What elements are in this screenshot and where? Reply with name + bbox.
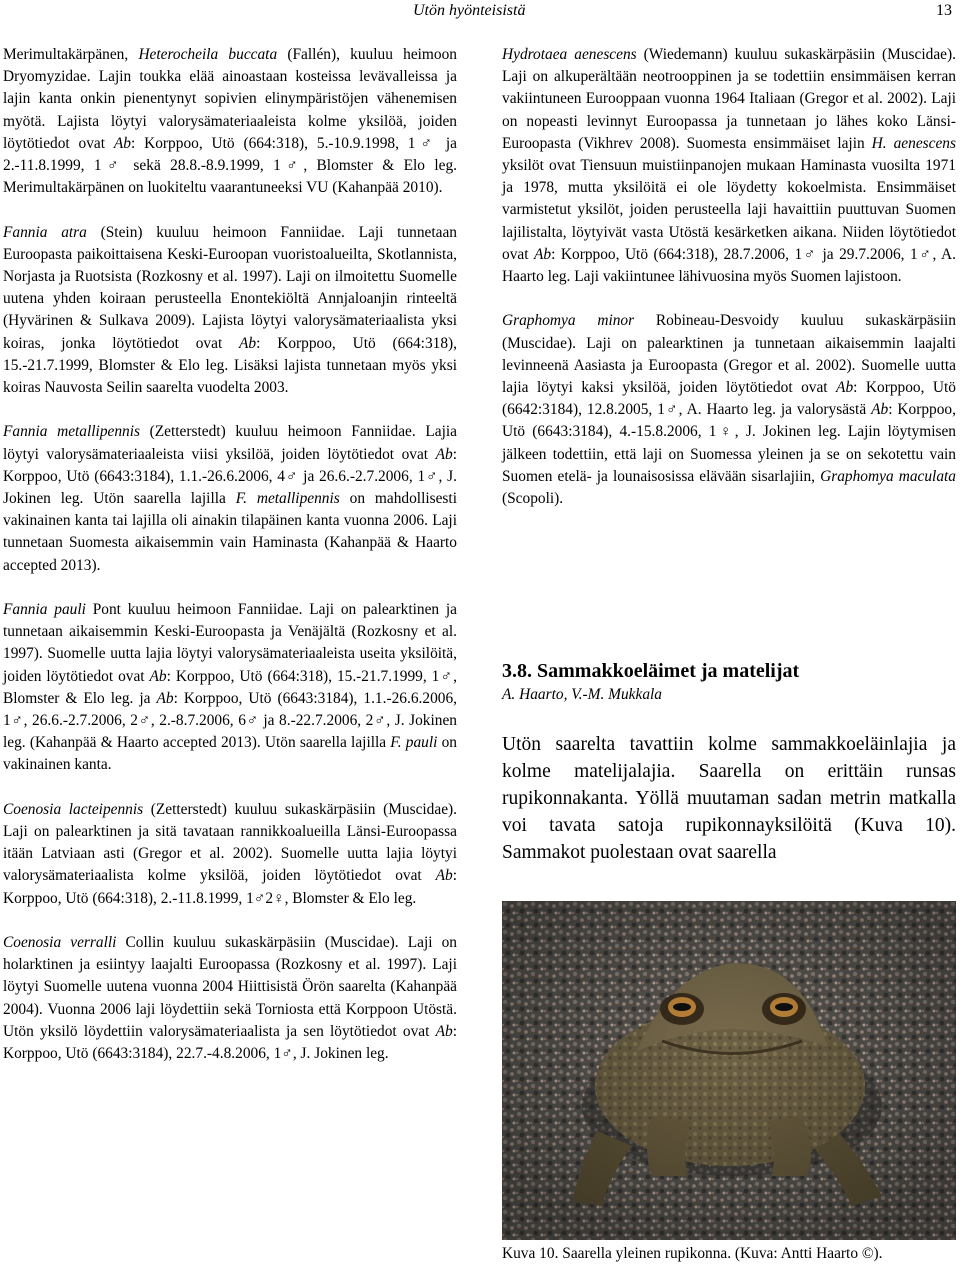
text-run: : Korppoo, Utö (664:318), 5.-10.9.1998, 1♂ ja 2.-11.8.1999, 1♂ sekä 28.8.-8.9.1999, 1♂, Blomster & Elo leg. Merimultakärpänen on luokiteltu vaarantuneeksi VU (Kahanpää 2010). [3,134,457,197]
italic-text: Hydrotaea aenescens [502,46,637,63]
running-header-title: Utön hyönteisistä [413,2,526,19]
right-text-column [502,44,956,510]
toad-illustration [502,901,956,1240]
text-run: (Stein) kuuluu heimoon Fanniidae. Laji tunnetaan Euroopasta paikoittaisena Keski-Euroopan vuoristoalueilta, Skotlannista, Norjasta ja Ruotsista (Rozkosny et al. 1997). Laji on ilmoitettu Suomelle uutena yhden koiraan perusteella Enontekiöltä Annjaloanjin rinteeltä (Hyvärinen & Sulkava 2009). Lajista löytyi valorysämateriaalista yksi koiras, jonka löytötiedot ovat [3,223,457,352]
text-run: Collin kuuluu sukaskärpäsiin (Muscidae). Laji on holarktinen ja esiintyy laajalti Euroopassa (Rozkosny et al. 1997). Laji löytyi Suomelle uutena vuonna 2004 Hiittisistä Örön saarelta (Kahanpää 2004). Vuonna 2006 laji löydettiin sekä Torniosta että Korppoon Utöstä. Utön yksilö löydettiin valorysämateriaalista ja sen löytötiedot ovat [3,934,458,1040]
italic-text: Ab [156,689,174,707]
figure-caption: Kuva 10. Saarella yleinen rupikonna. (Kuva: Antti Haarto ©). [502,1245,883,1262]
text-run: : Korppoo, Utö (664:318), 15.-21.7.1999, 1♂, Blomster & Elo leg. ja [3,667,457,707]
paragraph [3,799,457,910]
left-text-column [3,44,457,1065]
paragraph [3,599,457,777]
text-run: : Korppoo, Utö (664:318), 15.-21.7.1999, Blomster & Elo leg. Lisäksi lajista tunnetaan myös yksi koiras Nauvosta Seilin saarelta vuodelta 2003. [3,334,458,397]
text-run: : Korppoo, Utö (664:318), 28.7.2006, 1♂ ja 29.7.2006, 1♂, A. Haarto leg. Laji vakiintunee lähivuosina myös Suomen lajistoon. [502,245,956,286]
italic-text: Ab [113,134,131,152]
paragraph [3,222,457,400]
text-run: (Zetterstedt) kuuluu heimoon Fanniidae. Lajia löytyi valorysämateriaaleista viisi yksilöä, joiden löytötiedot ovat [3,423,457,463]
paragraph [3,932,457,1065]
text-run: : Korppoo, Utö (6643:3184), 1.1.-26.6.2006, 4♂ ja 26.6.-2.7.2006, 1♂, J. Jokinen leg. Utön saarella lajilla [3,445,457,508]
section-intro-paragraph: Utön saarelta tavattiin kolme sammakkoeläinlajia ja kolme matelijalajia. Saarella on erittäin runsas rupikonnakanta. Yöllä muutaman sadan metrin matkalla voi tavata satoja rupikonnayksilöitä (Kuva 10). Sammakot puolestaan ovat saarella [502,734,956,863]
text-run: on mahdollisesti vakinainen kanta tai lajilla oli ainakin tilapäinen kanta vuonna 2006. Laji tunnetaan Suomesta aikaisemmin vain Haminasta (Kahanpää & Haarto accepted 2013). [3,490,457,574]
text-run: (Scopoli). [502,490,564,508]
italic-text: Ab [871,401,889,419]
text-run: (Wiedemann) kuuluu sukaskärpäsiin (Muscidae). Laji on alkuperältään neotrooppinen ja se todettiin ensimmäisen kerran vakiintuneen Eurooppaan vuonna 1964 Italiaan (Gregor et al. 2002). Laji on nopeasti levinnyt Euroopassa ja tunnetaan jo lähes koko Länsi-Euroopasta (Vikhrev 2008). Suomesta ensimmäiset lajin [502,46,956,152]
italic-text: F. metallipennis [235,490,340,508]
italic-text: Ab [534,245,552,263]
text-run: : Korppoo, Utö (6643:3184), 1.1.-26.6.2006, 1♂, 26.6.-2.7.2006, 2♂, 2.-8.7.2006, 6♂ ja 8.-22.7.2006, 2♂, J. Jokinen leg. (Kahanpää & Haarto accepted 2013). Utön saarella lajilla [3,689,458,752]
text-run: : Korppoo, Utö (664:318), 2.-11.8.1999, 1♂2♀, Blomster & Elo leg. [3,867,457,907]
text-run: : Korppoo, Utö (6643:3184), 4.-15.8.2006, 1♀, J. Jokinen leg. Lajin löytymisen jälkeen todettiin, että laji on Suomessa yleinen ja se on sekotettu vain Suomen etelä- ja lounaisosissa elävään sisarlajiin, [502,401,956,485]
text-run: yksilöt ovat Tiensuun muistiinpanojen mukaan Haminasta vuosilta 1971 ja 1978, mutta yksilöitä ei ole löydetty kokoelmista. Ensimmäiset varmistetut yksilöt, joiden perusteella laji havaittiin puuttuvan Suomen lajilistalta, löytyivät vasta Utöstä kesärketken aikana. Niiden löytötiedot ovat [502,157,956,263]
paragraph [3,421,457,576]
italic-text: Ab [435,445,453,463]
italic-text: Coenosia verralli [3,934,117,952]
paragraph [502,310,956,510]
italic-text: Ab [149,667,167,685]
italic-text: Graphomya maculata [820,467,956,485]
text-run: Pont kuuluu heimoon Fanniidae. Laji on palearktinen ja tunnetaan aikaisemmin Keski-Euroopasta ja Venäjältä (Rozkosny et al. 1997). Suomelle uutta lajia löytyi valorysämateriaaleista useita yksilöitä, joiden löytötiedot ovat [3,601,458,685]
italic-text: Ab [836,379,854,397]
paragraph [502,44,956,288]
section-authors: A. Haarto, V.-M. Mukkala [502,686,663,703]
text-run: on vakinainen kanta. [3,734,457,774]
italic-text: Fannia atra [3,223,87,241]
text-run: (Zetterstedt) kuuluu sukaskärpäsiin (Muscidae). Laji on palearktinen ja sitä tavataan rannikkoalueilla Länsi-Euroopassa itään Latviaan asti (Gregor et al. 2002). Suomelle uutta lajia löytyi valorysämateriaalista kolme yksilöä, joiden löytötiedot ovat [3,800,458,885]
italic-text: Graphomya minor [502,312,635,330]
text-run: : Korppoo, Utö (6643:3184), 22.7.-4.8.2006, 1♂, J. Jokinen leg. [3,1022,457,1063]
paragraph [3,44,457,199]
italic-text: Heterocheila buccata [138,46,278,63]
italic-text: Ab [435,867,453,885]
toad-photo [502,901,956,1240]
text-run: : Korppoo, Utö (6642:3184), 12.8.2005, 1♂, A. Haarto leg. ja valorysästä [502,379,956,419]
italic-text: Ab [435,1022,453,1040]
section-heading: 3.8. Sammakkoeläimet ja matelijat [502,660,800,682]
text-run: Robineau-Desvoidy kuuluu sukaskärpäsiin (Muscidae). Laji on palearktinen ja tunnetaan aikaisemmin laajalti levinneenä Aasiasta ja Euroopasta (Gregor et al. 2002). Suomelle uutta lajia löytyi kaksi yksilöä, joiden löytötiedot ovat [502,312,956,397]
italic-text: H. aenescens [871,134,956,152]
italic-text: F. pauli [390,734,438,752]
text-run: (Fallén), kuuluu heimoon Dryomyzidae. Lajin toukka elää ainoastaan kosteissa levävalleissa ja lajin kanta onkin pienentynyt sopivien elinympäristöjen vähenemisen myötä. Lajista löytyi valorysämateriaaleista kolme yksilöä, joiden löytötiedot ovat [3,46,457,152]
italic-text: Fannia pauli [3,601,86,619]
italic-text: Ab [239,334,257,352]
italic-text: Coenosia lacteipennis [3,800,144,818]
page-number: 13 [936,2,952,19]
italic-text: Fannia metallipennis [3,423,141,441]
text-run: Merimultakärpänen, [3,46,139,63]
